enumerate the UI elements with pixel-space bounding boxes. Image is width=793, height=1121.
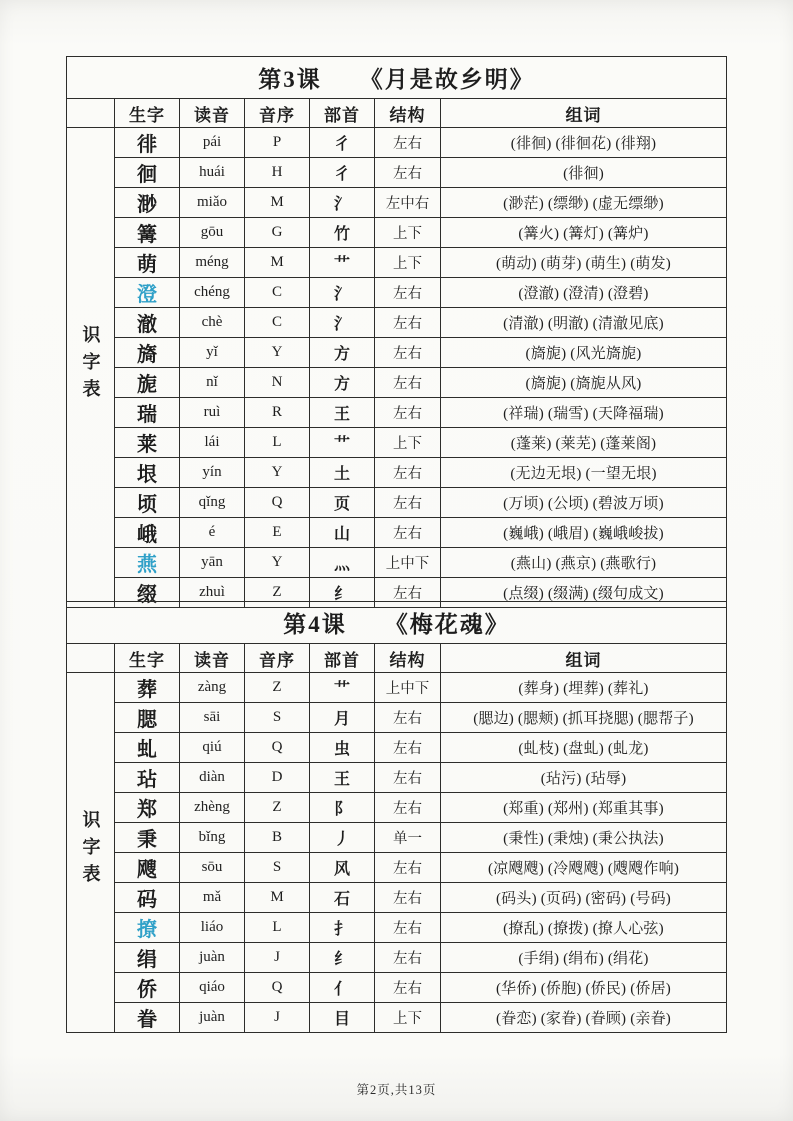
new-char-cell: 绢	[115, 943, 180, 973]
structure-cell: 左右	[375, 578, 441, 608]
radical-cell: 风	[310, 853, 375, 883]
alpha-order-cell: D	[245, 763, 310, 793]
pinyin-cell: zhèng	[180, 793, 245, 823]
column-header-words: 组词	[441, 99, 727, 128]
radical-cell: 石	[310, 883, 375, 913]
radical-cell: 彳	[310, 128, 375, 158]
structure-cell: 上中下	[375, 548, 441, 578]
radical-cell: 氵	[310, 188, 375, 218]
radical-cell: 方	[310, 338, 375, 368]
column-header-pinyin: 读音	[180, 99, 245, 128]
pinyin-cell: zhuì	[180, 578, 245, 608]
words-cell: (祥瑞) (瑞雪) (天降福瑞)	[441, 398, 727, 428]
words-cell: (葬身) (埋葬) (葬礼)	[441, 673, 727, 703]
vocab-row	[67, 548, 727, 578]
structure-cell: 左右	[375, 338, 441, 368]
pinyin-cell: huái	[180, 158, 245, 188]
vocab-row	[67, 278, 727, 308]
vocab-row	[67, 368, 727, 398]
words-cell: (万顷) (公顷) (碧波万顷)	[441, 488, 727, 518]
lesson-4-table	[66, 601, 727, 1033]
alpha-order-cell: Z	[245, 578, 310, 608]
words-cell: (篝火) (篝灯) (篝炉)	[441, 218, 727, 248]
radical-cell: 扌	[310, 913, 375, 943]
alpha-order-cell: Q	[245, 733, 310, 763]
structure-cell: 左右	[375, 763, 441, 793]
pinyin-cell: yān	[180, 548, 245, 578]
radical-cell: 丿	[310, 823, 375, 853]
side-label-cell	[67, 128, 115, 608]
column-header-char: 生字	[115, 644, 180, 673]
new-char-cell: 燕	[115, 548, 180, 578]
new-char-cell: 篝	[115, 218, 180, 248]
vocab-row	[67, 943, 727, 973]
pinyin-cell: zàng	[180, 673, 245, 703]
words-cell: (萌动) (萌芽) (萌生) (萌发)	[441, 248, 727, 278]
words-cell: (蓬莱) (莱芜) (蓬莱阁)	[441, 428, 727, 458]
structure-cell: 上中下	[375, 673, 441, 703]
words-cell: (清澈) (明澈) (清澈见底)	[441, 308, 727, 338]
lesson-number: 第3课	[258, 67, 322, 92]
structure-cell: 上下	[375, 248, 441, 278]
radical-cell: 纟	[310, 578, 375, 608]
column-header-row	[67, 644, 727, 673]
structure-cell: 左右	[375, 278, 441, 308]
pinyin-cell: é	[180, 518, 245, 548]
words-cell: (澄澈) (澄清) (澄碧)	[441, 278, 727, 308]
new-char-cell: 缀	[115, 578, 180, 608]
new-char-cell: 旖	[115, 338, 180, 368]
vocab-row	[67, 763, 727, 793]
radical-cell: 灬	[310, 548, 375, 578]
structure-cell: 上下	[375, 1003, 441, 1033]
radical-cell: 艹	[310, 673, 375, 703]
structure-cell: 左右	[375, 398, 441, 428]
pinyin-cell: ruì	[180, 398, 245, 428]
pinyin-cell: qiú	[180, 733, 245, 763]
alpha-order-cell: E	[245, 518, 310, 548]
pinyin-cell: yǐ	[180, 338, 245, 368]
alpha-order-cell: Y	[245, 458, 310, 488]
vocab-row	[67, 1003, 727, 1033]
radical-cell: 虫	[310, 733, 375, 763]
words-cell: (徘徊)	[441, 158, 727, 188]
new-char-cell: 顷	[115, 488, 180, 518]
vocab-row	[67, 338, 727, 368]
pinyin-cell: yín	[180, 458, 245, 488]
radical-cell: 氵	[310, 308, 375, 338]
alpha-order-cell: B	[245, 823, 310, 853]
vocab-row	[67, 488, 727, 518]
alpha-order-cell: Z	[245, 673, 310, 703]
structure-cell: 左右	[375, 793, 441, 823]
new-char-cell: 秉	[115, 823, 180, 853]
structure-cell: 左右	[375, 458, 441, 488]
structure-cell: 左右	[375, 488, 441, 518]
words-cell: (点缀) (缀满) (缀句成文)	[441, 578, 727, 608]
radical-cell: 氵	[310, 278, 375, 308]
structure-cell: 左右	[375, 128, 441, 158]
pinyin-cell: lái	[180, 428, 245, 458]
vocab-row	[67, 793, 727, 823]
words-cell: (撩乱) (撩拨) (撩人心弦)	[441, 913, 727, 943]
new-char-cell: 渺	[115, 188, 180, 218]
words-cell: (玷污) (玷辱)	[441, 763, 727, 793]
lesson-3-table	[66, 56, 727, 608]
pinyin-cell: qǐng	[180, 488, 245, 518]
pinyin-cell: miǎo	[180, 188, 245, 218]
radical-cell: 艹	[310, 428, 375, 458]
new-char-cell: 莱	[115, 428, 180, 458]
radical-cell: 土	[310, 458, 375, 488]
pinyin-cell: sōu	[180, 853, 245, 883]
vocab-row	[67, 158, 727, 188]
column-header-structure: 结构	[375, 644, 441, 673]
pinyin-cell: nǐ	[180, 368, 245, 398]
alpha-order-cell: L	[245, 913, 310, 943]
radical-cell: 阝	[310, 793, 375, 823]
radical-cell: 王	[310, 763, 375, 793]
words-cell: (巍峨) (峨眉) (巍峨峻拔)	[441, 518, 727, 548]
corner-cell	[67, 644, 115, 673]
new-char-cell: 郑	[115, 793, 180, 823]
vocab-table	[66, 56, 727, 608]
lesson-number: 第4课	[283, 612, 347, 637]
vocab-row	[67, 128, 727, 158]
vocab-row	[67, 188, 727, 218]
new-char-cell: 撩	[115, 913, 180, 943]
new-char-cell: 飕	[115, 853, 180, 883]
side-label-cell	[67, 673, 115, 1033]
alpha-order-cell: Q	[245, 488, 310, 518]
pinyin-cell: pái	[180, 128, 245, 158]
radical-cell: 纟	[310, 943, 375, 973]
pinyin-cell: bǐng	[180, 823, 245, 853]
words-cell: (码头) (页码) (密码) (号码)	[441, 883, 727, 913]
new-char-cell: 玷	[115, 763, 180, 793]
words-cell: (虬枝) (盘虬) (虬龙)	[441, 733, 727, 763]
new-char-cell: 腮	[115, 703, 180, 733]
radical-cell: 竹	[310, 218, 375, 248]
words-cell: (腮边) (腮颊) (抓耳挠腮) (腮帮子)	[441, 703, 727, 733]
pinyin-cell: diàn	[180, 763, 245, 793]
alpha-order-cell: H	[245, 158, 310, 188]
structure-cell: 左右	[375, 518, 441, 548]
words-cell: (眷恋) (家眷) (眷顾) (亲眷)	[441, 1003, 727, 1033]
alpha-order-cell: Y	[245, 338, 310, 368]
alpha-order-cell: Q	[245, 973, 310, 1003]
radical-cell: 艹	[310, 248, 375, 278]
new-char-cell: 瑞	[115, 398, 180, 428]
radical-cell: 方	[310, 368, 375, 398]
radical-cell: 彳	[310, 158, 375, 188]
words-cell: (凉飕飕) (冷飕飕) (飕飕作响)	[441, 853, 727, 883]
alpha-order-cell: S	[245, 703, 310, 733]
lesson-name: 《月是故乡明》	[359, 67, 535, 92]
new-char-cell: 峨	[115, 518, 180, 548]
words-cell: (燕山) (燕京) (燕歌行)	[441, 548, 727, 578]
vocab-row	[67, 458, 727, 488]
vocab-row	[67, 673, 727, 703]
vocab-row	[67, 733, 727, 763]
new-char-cell: 虬	[115, 733, 180, 763]
alpha-order-cell: M	[245, 248, 310, 278]
alpha-order-cell: M	[245, 188, 310, 218]
vocab-row	[67, 428, 727, 458]
column-header-pinyin: 读音	[180, 644, 245, 673]
structure-cell: 左右	[375, 733, 441, 763]
new-char-cell: 澈	[115, 308, 180, 338]
alpha-order-cell: C	[245, 278, 310, 308]
table-title-row	[67, 602, 727, 644]
alpha-order-cell: R	[245, 398, 310, 428]
words-cell: (手绢) (绢布) (绢花)	[441, 943, 727, 973]
structure-cell: 左右	[375, 308, 441, 338]
vocab-row	[67, 913, 727, 943]
words-cell: (无边无垠) (一望无垠)	[441, 458, 727, 488]
radical-cell: 王	[310, 398, 375, 428]
words-cell: (华侨) (侨胞) (侨民) (侨居)	[441, 973, 727, 1003]
table-title	[67, 57, 727, 99]
side-label: 识字表	[80, 809, 101, 891]
words-cell: (旖旎) (风光旖旎)	[441, 338, 727, 368]
alpha-order-cell: S	[245, 853, 310, 883]
alpha-order-cell: C	[245, 308, 310, 338]
radical-cell: 山	[310, 518, 375, 548]
vocab-row	[67, 853, 727, 883]
vocab-row	[67, 973, 727, 1003]
column-header-char: 生字	[115, 99, 180, 128]
structure-cell: 上下	[375, 218, 441, 248]
vocab-row	[67, 218, 727, 248]
alpha-order-cell: P	[245, 128, 310, 158]
words-cell: (徘徊) (徘徊花) (徘翔)	[441, 128, 727, 158]
structure-cell: 左右	[375, 943, 441, 973]
vocab-row	[67, 703, 727, 733]
new-char-cell: 徊	[115, 158, 180, 188]
vocab-row	[67, 248, 727, 278]
new-char-cell: 澄	[115, 278, 180, 308]
new-char-cell: 萌	[115, 248, 180, 278]
alpha-order-cell: N	[245, 368, 310, 398]
structure-cell: 左右	[375, 883, 441, 913]
structure-cell: 左中右	[375, 188, 441, 218]
corner-cell	[67, 99, 115, 128]
words-cell: (秉性) (秉烛) (秉公执法)	[441, 823, 727, 853]
pinyin-cell: méng	[180, 248, 245, 278]
alpha-order-cell: Y	[245, 548, 310, 578]
pinyin-cell: mǎ	[180, 883, 245, 913]
column-header-row	[67, 99, 727, 128]
column-header-radical: 部首	[310, 99, 375, 128]
radical-cell: 目	[310, 1003, 375, 1033]
vocab-table	[66, 601, 727, 1033]
structure-cell: 左右	[375, 158, 441, 188]
structure-cell: 上下	[375, 428, 441, 458]
new-char-cell: 徘	[115, 128, 180, 158]
pinyin-cell: juàn	[180, 943, 245, 973]
words-cell: (渺茫) (缥缈) (虚无缥缈)	[441, 188, 727, 218]
structure-cell: 左右	[375, 913, 441, 943]
radical-cell: 页	[310, 488, 375, 518]
pinyin-cell: juàn	[180, 1003, 245, 1033]
words-cell: (郑重) (郑州) (郑重其事)	[441, 793, 727, 823]
pinyin-cell: chéng	[180, 278, 245, 308]
pinyin-cell: gōu	[180, 218, 245, 248]
table-title-row	[67, 57, 727, 99]
pinyin-cell: sāi	[180, 703, 245, 733]
structure-cell: 左右	[375, 973, 441, 1003]
pinyin-cell: qiáo	[180, 973, 245, 1003]
vocab-row	[67, 823, 727, 853]
new-char-cell: 垠	[115, 458, 180, 488]
new-char-cell: 旎	[115, 368, 180, 398]
alpha-order-cell: Z	[245, 793, 310, 823]
alpha-order-cell: M	[245, 883, 310, 913]
column-header-radical: 部首	[310, 644, 375, 673]
pinyin-cell: chè	[180, 308, 245, 338]
pinyin-cell: liáo	[180, 913, 245, 943]
structure-cell: 单一	[375, 823, 441, 853]
structure-cell: 左右	[375, 368, 441, 398]
table-title	[67, 602, 727, 644]
column-header-initial: 音序	[245, 644, 310, 673]
new-char-cell: 码	[115, 883, 180, 913]
lesson-name: 《梅花魂》	[384, 612, 510, 637]
new-char-cell: 侨	[115, 973, 180, 1003]
alpha-order-cell: J	[245, 943, 310, 973]
alpha-order-cell: J	[245, 1003, 310, 1033]
page-number-footer: 第2页,共13页	[356, 1083, 437, 1097]
vocab-row	[67, 308, 727, 338]
vocab-row	[67, 398, 727, 428]
structure-cell: 左右	[375, 703, 441, 733]
column-header-words: 组词	[441, 644, 727, 673]
new-char-cell: 眷	[115, 1003, 180, 1033]
words-cell: (旖旎) (旖旎从风)	[441, 368, 727, 398]
radical-cell: 月	[310, 703, 375, 733]
alpha-order-cell: G	[245, 218, 310, 248]
structure-cell: 左右	[375, 853, 441, 883]
column-header-initial: 音序	[245, 99, 310, 128]
vocab-row	[67, 883, 727, 913]
side-label: 识字表	[80, 324, 101, 406]
new-char-cell: 葬	[115, 673, 180, 703]
alpha-order-cell: L	[245, 428, 310, 458]
radical-cell: 亻	[310, 973, 375, 1003]
column-header-structure: 结构	[375, 99, 441, 128]
vocab-row	[67, 518, 727, 548]
